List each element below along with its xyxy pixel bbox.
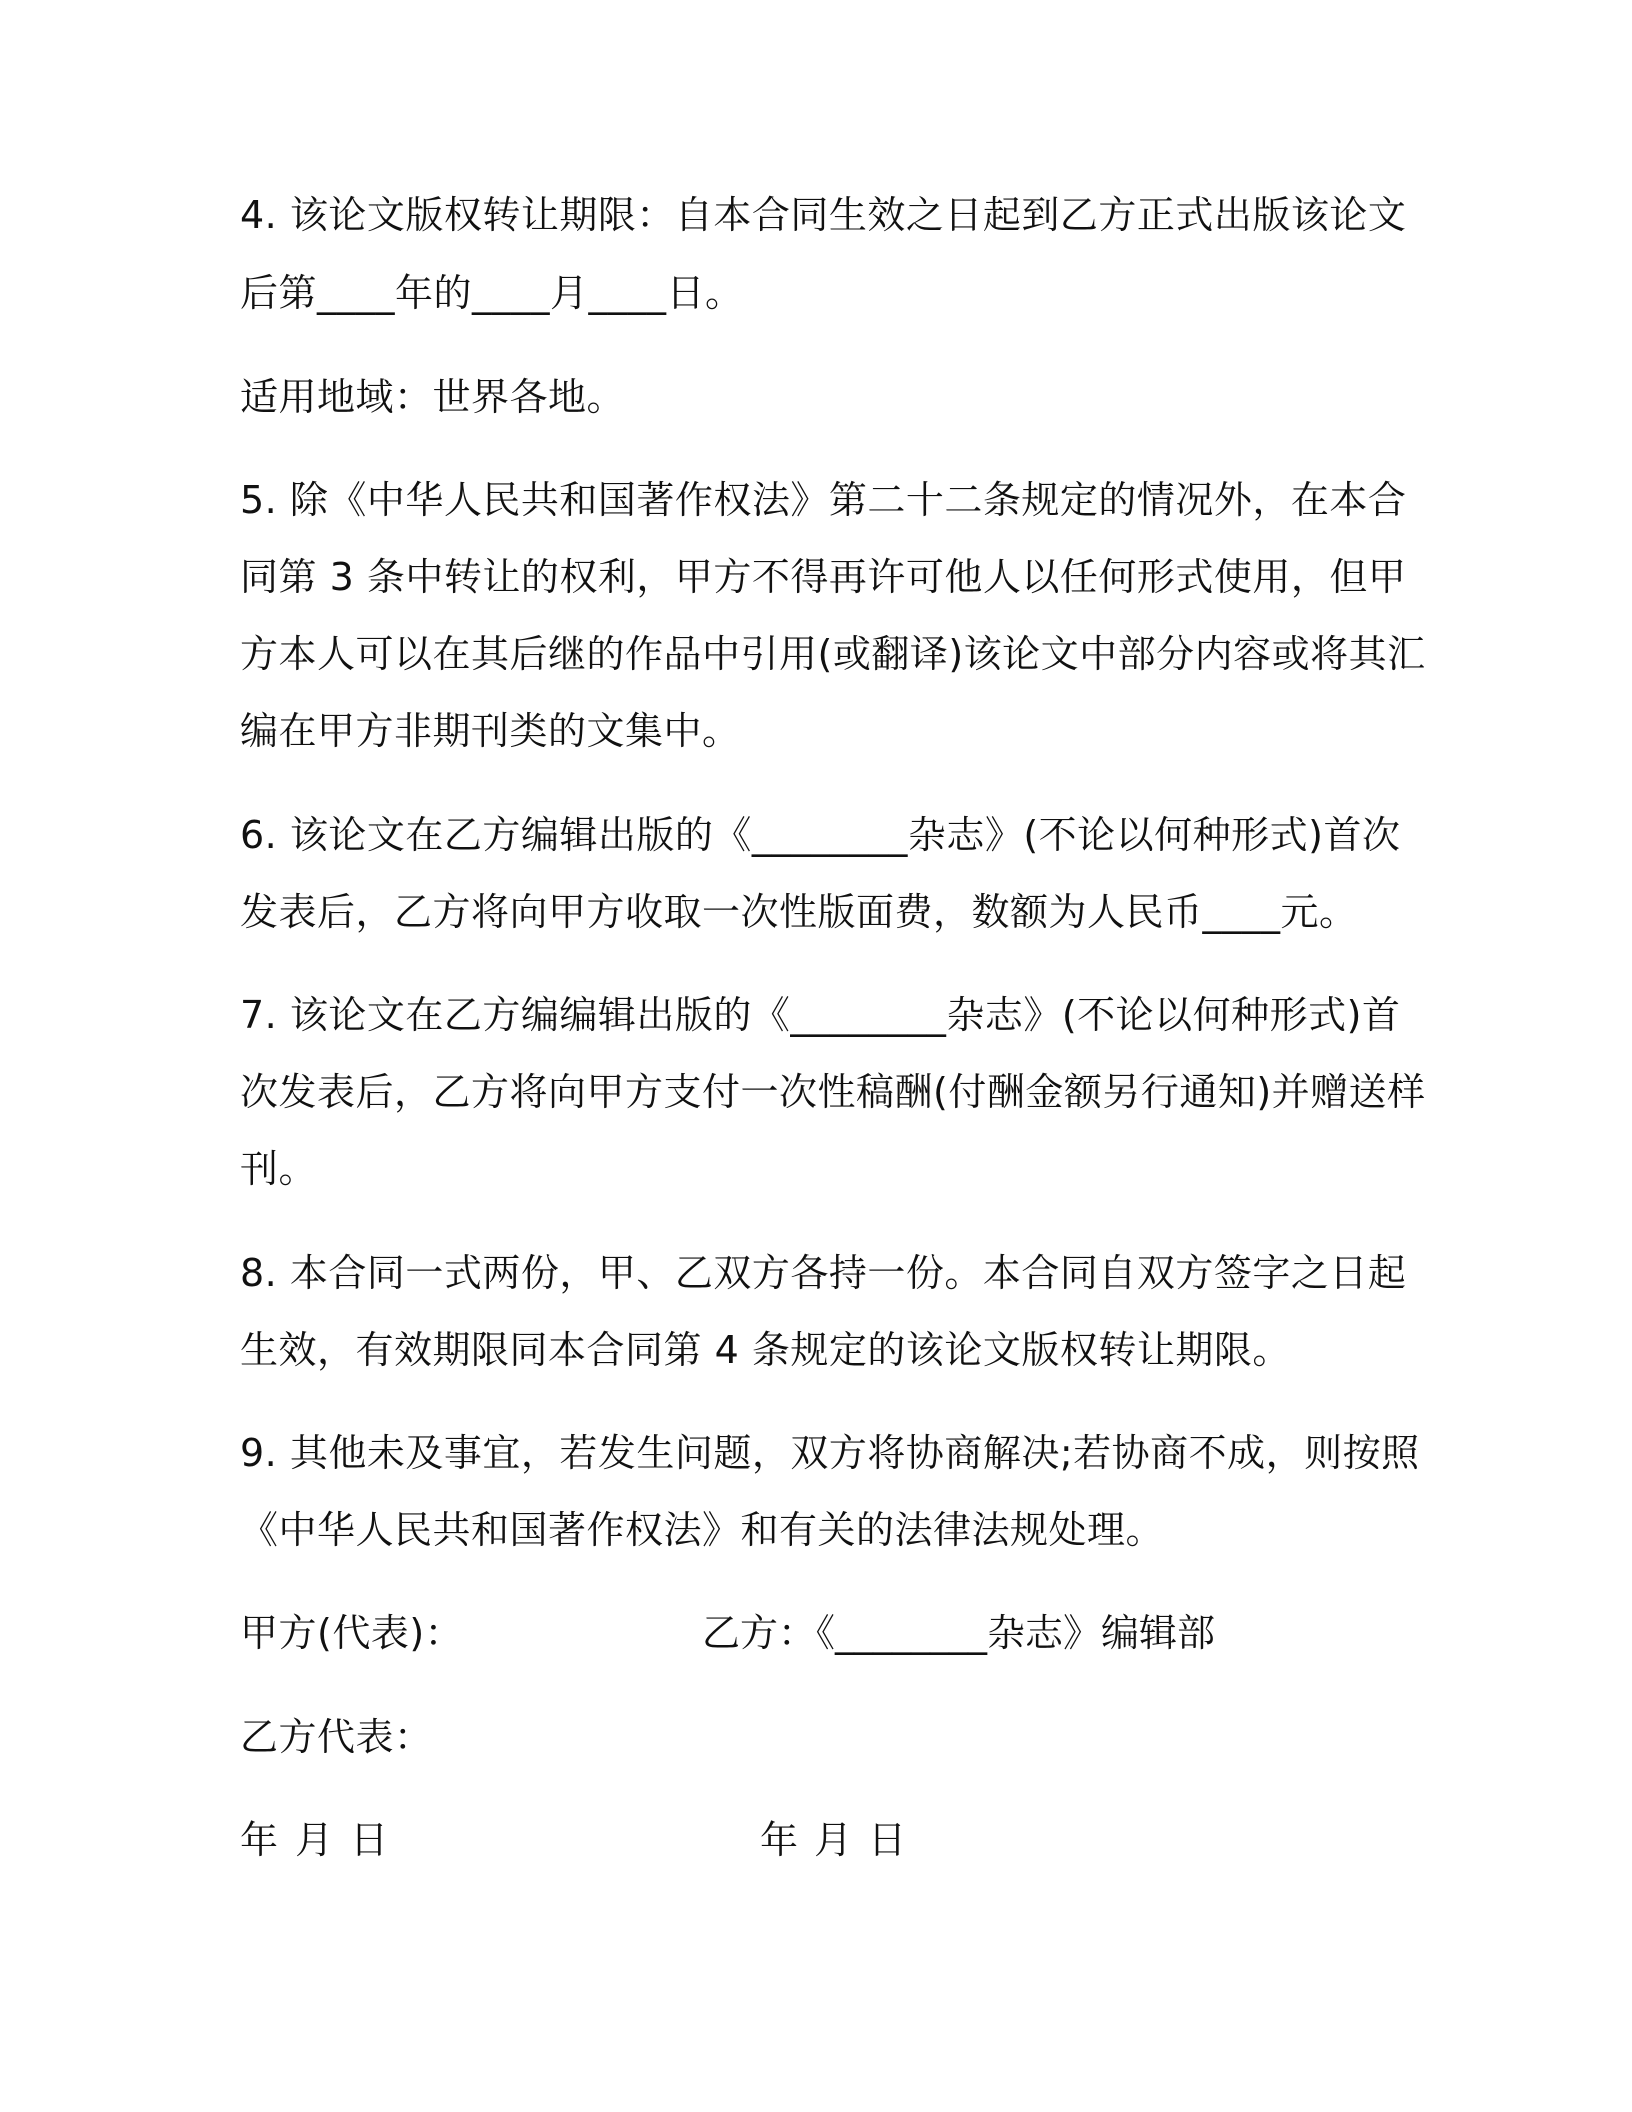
region-clause: 适用地域：世界各地。 bbox=[240, 375, 626, 419]
clause-9-line-1: 9. 其他未及事宜，若发生问题，双方将协商解决;若协商不成，则按照 bbox=[240, 1431, 1420, 1475]
clause-4-line-1: 4. 该论文版权转让期限：自本合同生效之日起到乙方正式出版该论文 bbox=[240, 193, 1407, 237]
clause-6-line-1: 6. 该论文在乙方编辑出版的《________杂志》(不论以何种形式)首次 bbox=[240, 813, 1401, 857]
clause-9-line-2: 《中华人民共和国著作权法》和有关的法律法规处理。 bbox=[240, 1508, 1165, 1552]
clause-8-line-1: 8. 本合同一式两份，甲、乙双方各持一份。本合同自双方签字之日起 bbox=[240, 1251, 1407, 1295]
clause-5-line-2: 同第 3 条中转让的权利，甲方不得再许可他人以任何形式使用，但甲 bbox=[240, 555, 1407, 599]
contract-page bbox=[240, 0, 1426, 2112]
clause-6-line-2: 发表后，乙方将向甲方收取一次性版面费，数额为人民币____元。 bbox=[240, 890, 1358, 934]
clause-5-line-3: 方本人可以在其后继的作品中引用(或翻译)该论文中部分内容或将其汇 bbox=[240, 632, 1426, 676]
date-left: 年 月 日 bbox=[240, 1818, 389, 1862]
date-right: 年 月 日 bbox=[760, 1818, 907, 1862]
party-a-label: 甲方(代表)： bbox=[240, 1611, 464, 1655]
clause-7-line-2: 次发表后，乙方将向甲方支付一次性稿酬(付酬金额另行通知)并赠送样 bbox=[240, 1070, 1426, 1114]
party-b-rep-label: 乙方代表： bbox=[240, 1715, 433, 1759]
clause-5-line-4: 编在甲方非期刊类的文集中。 bbox=[240, 709, 741, 753]
clause-7-line-1: 7. 该论文在乙方编编辑出版的《________杂志》(不论以何种形式)首 bbox=[240, 993, 1401, 1037]
clause-5-line-1: 5. 除《中华人民共和国著作权法》第二十二条规定的情况外，在本合 bbox=[240, 478, 1407, 522]
party-b-label: 乙方：《________杂志》编辑部 bbox=[702, 1611, 1216, 1655]
clause-8-line-2: 生效，有效期限同本合同第 4 条规定的该论文版权转让期限。 bbox=[240, 1328, 1291, 1372]
clause-7-line-3: 刊。 bbox=[240, 1147, 318, 1191]
clause-4-line-2: 后第____年的____月____日。 bbox=[240, 271, 744, 315]
